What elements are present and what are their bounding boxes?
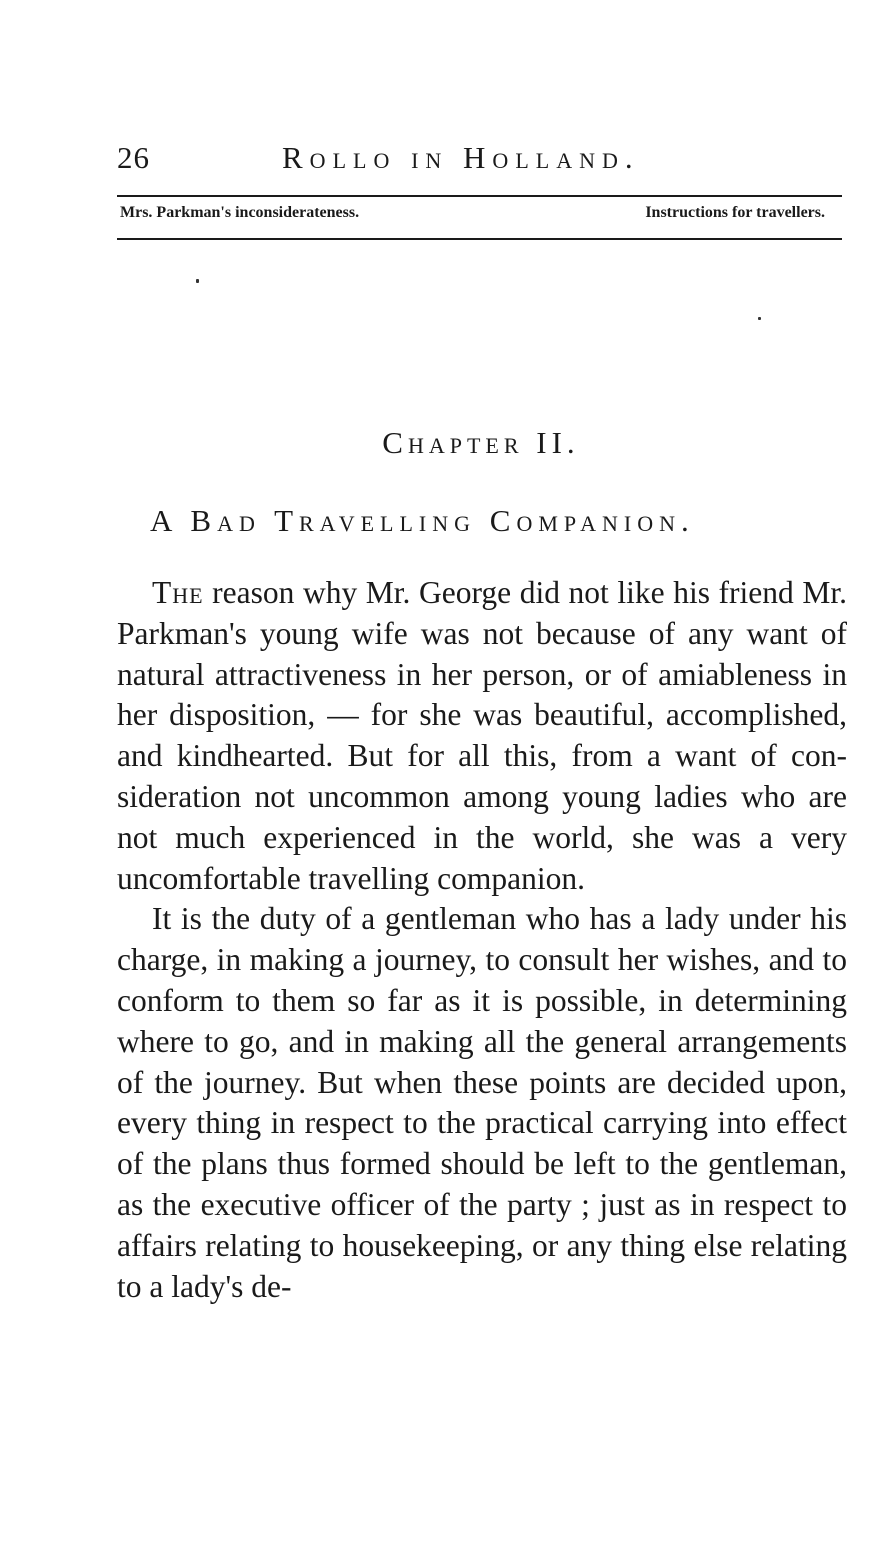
body-text: [117, 573, 847, 1307]
chapter-number: Chapter II.: [382, 425, 580, 460]
header-rule-top: [117, 195, 842, 197]
page-number: 26: [117, 140, 150, 175]
paragraph-2: [117, 899, 847, 1307]
chapter-title: A Bad Travelling Companion.: [150, 503, 695, 538]
header-rule-bottom: [117, 238, 842, 240]
paragraph-text: It is the duty of a gentleman who has a lady under his charge, in making a journey, to consult her wishes, and to conform to them so far as it is possible, in determining where to go, and in making all the general arrangements of the journey. But when these points are decided upon, every thing in respect to the practical carrying into effect of the plans thus formed should be left to the gentleman, as the executive officer of the party ; just as in respect to affairs relating to housekeeping, or any thing else relating to a lady's de-: [117, 901, 847, 1304]
print-speck: [196, 279, 199, 283]
paragraph-lead-word: The: [152, 575, 204, 610]
paragraph-1: [117, 573, 847, 899]
section-heads: [120, 204, 825, 230]
section-head-left: Mrs. Parkman's inconsiderateness.: [120, 204, 360, 221]
running-head: [117, 140, 842, 180]
section-head-right: Instructions for travellers.: [645, 204, 825, 221]
book-title: Rollo in Holland.: [282, 140, 640, 175]
paragraph-text: reason why Mr. George did not like his friend Mr. Parkman's young wife was not because of any want of natural attractiveness in her person, or of amiableness in her disposition, — for she was beautiful, accomplished, and kindhearted. But for all this, from a want of consideration not uncommon among young ladies who are not much experienced in the world, she was a very uncomfortable travelling companion.: [117, 575, 847, 896]
print-speck: [758, 317, 761, 320]
